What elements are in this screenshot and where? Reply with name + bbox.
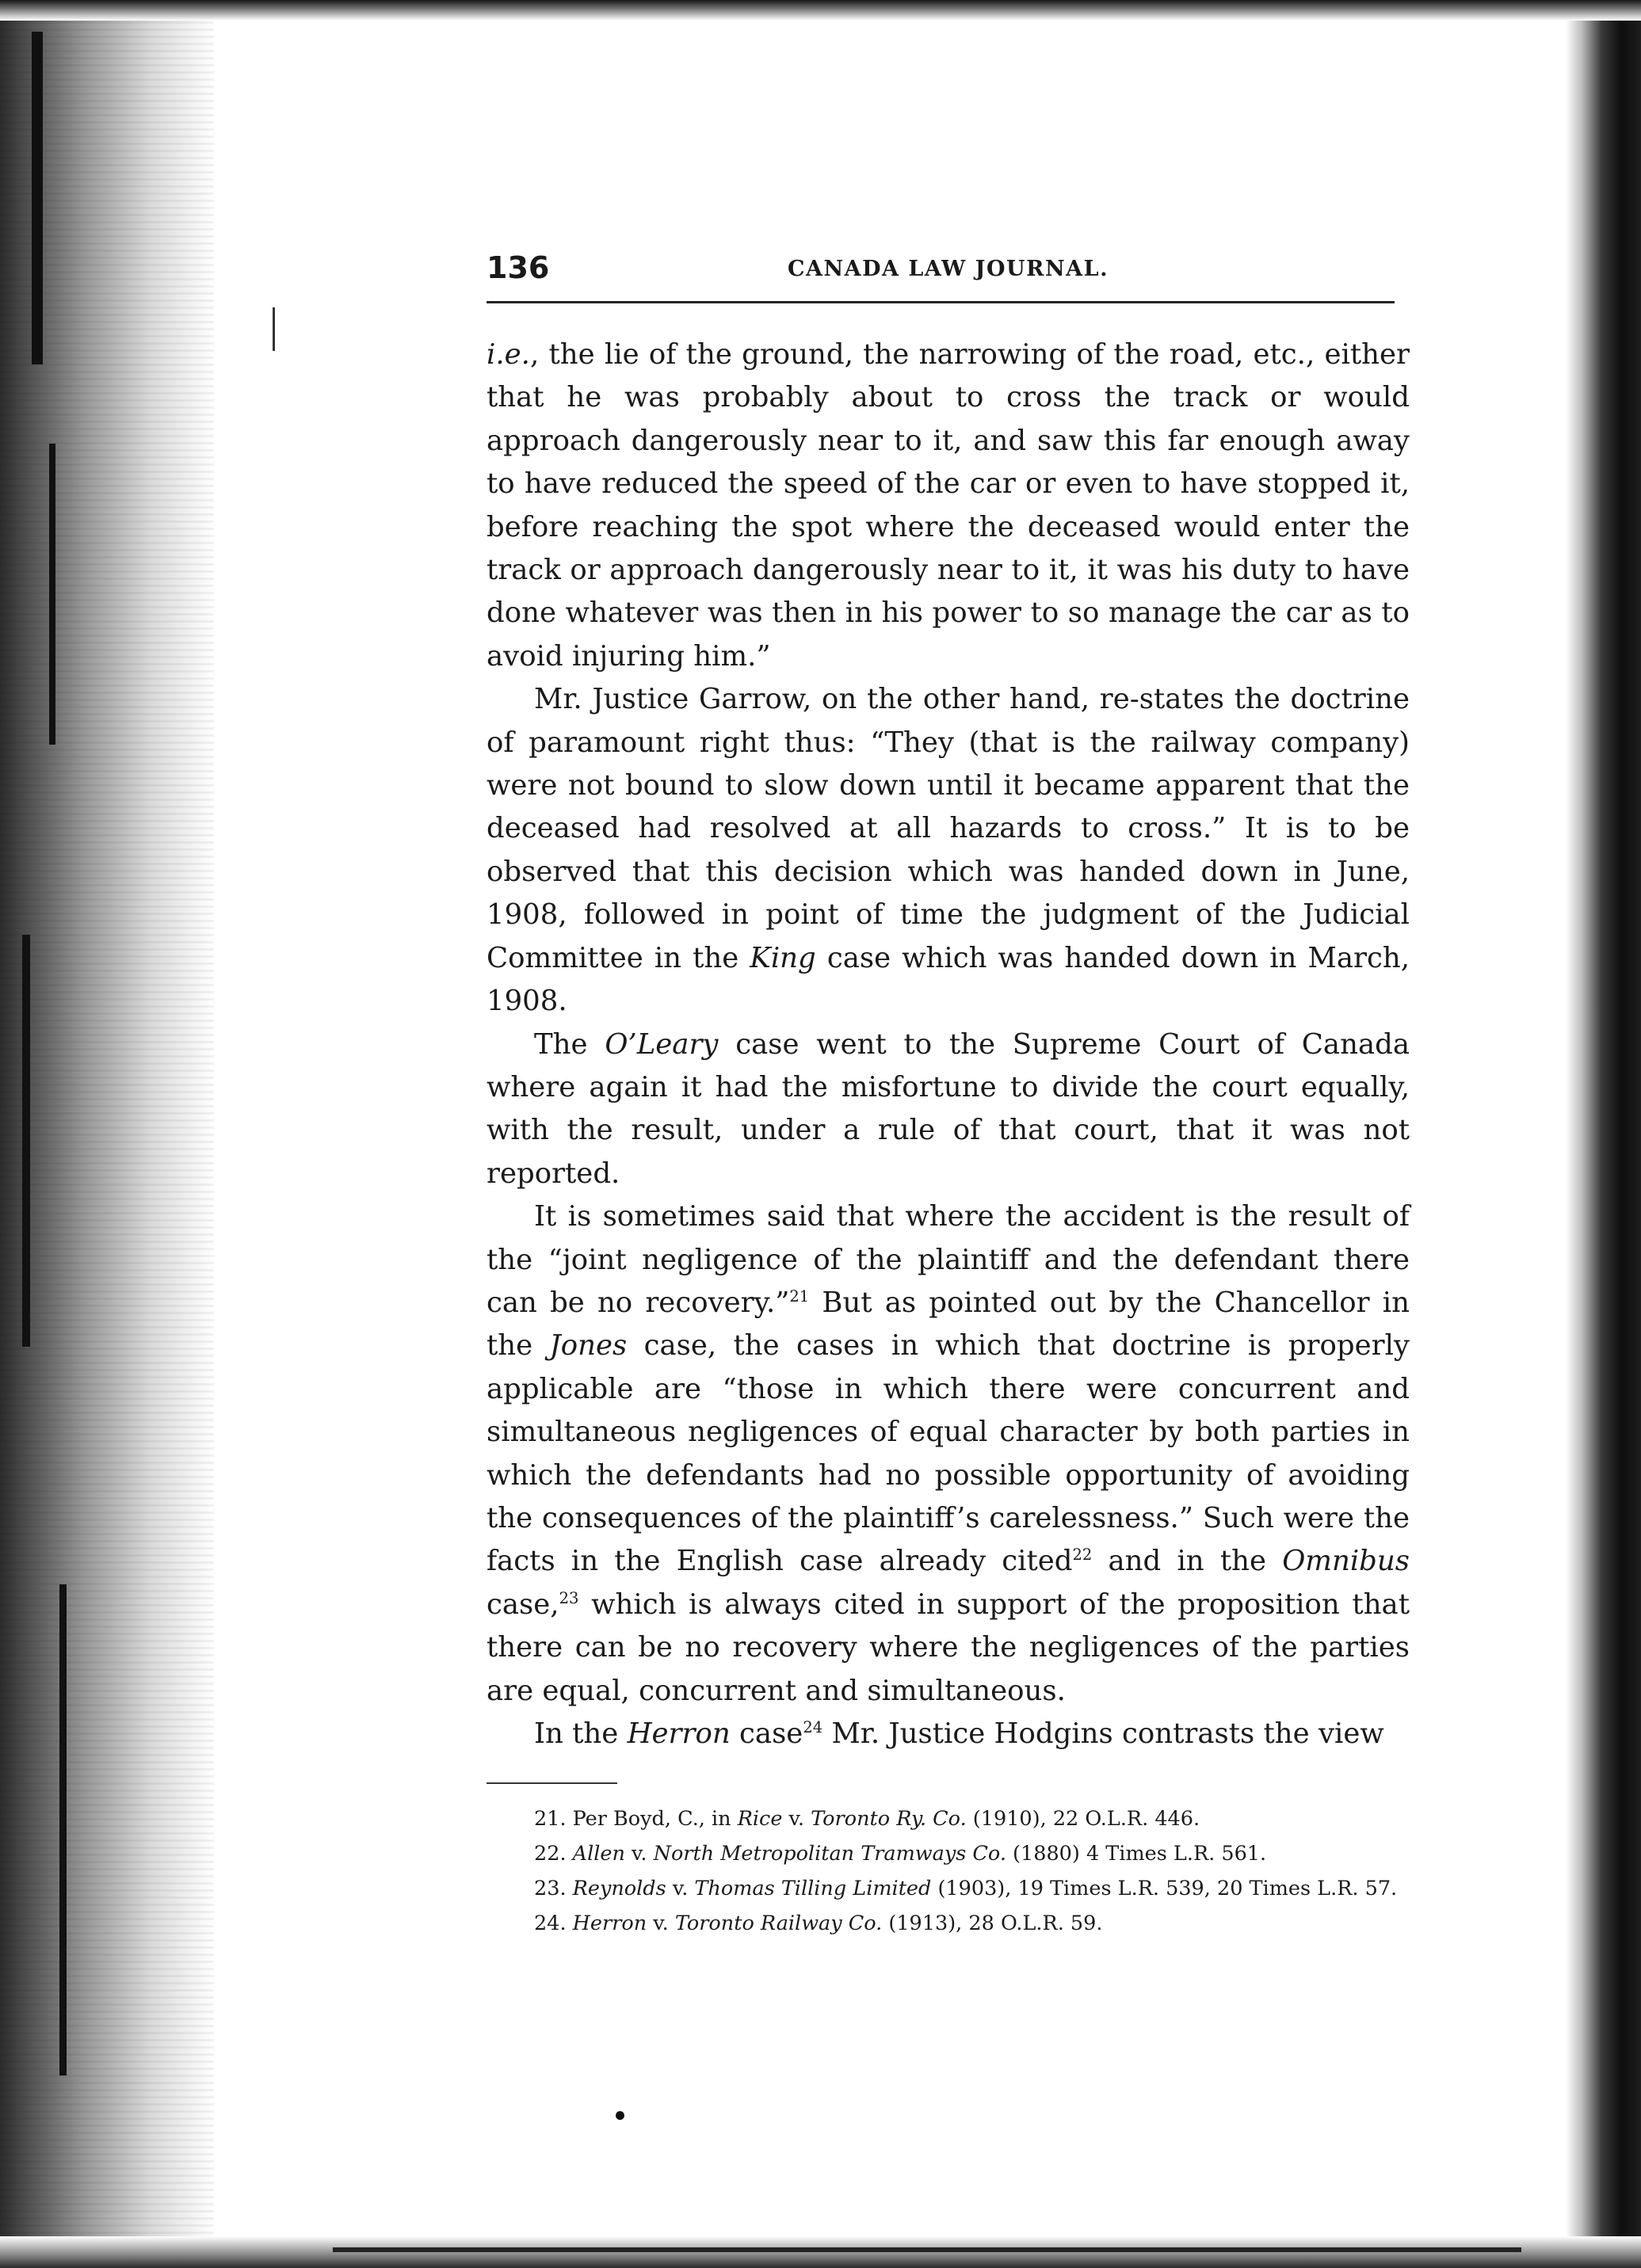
footnote-separator <box>487 1782 617 1784</box>
paragraph: i.e., the lie of the ground, the narrowing of the road, etc., either that he was probably about to cross the track or would approach dangerously near to it, and saw this far enough away to have reduced the speed of the car or even to have stopped it, before reaching the spot where the deceased would enter the track or approach dangerously near to it, it was his duty to have done whatever was then in his power to so manage the car as to avoid injuring him.” <box>487 338 1410 673</box>
scan-edge-bottom <box>0 2236 1641 2268</box>
footnote: 21. Per Boyd, C., in Rice v. Toronto Ry. Co. (1910), 22 O.L.R. 446. <box>534 1807 1200 1832</box>
scan-edge-top <box>0 0 1641 21</box>
scan-edge-right <box>1566 0 1641 2268</box>
body-text <box>487 334 1410 1755</box>
footnote: 24. Herron v. Toronto Railway Co. (1913), 28 O.L.R. 59. <box>534 1912 1103 1936</box>
page-number: 136 <box>487 250 550 285</box>
page-header <box>487 250 1410 296</box>
scan-streak <box>32 32 43 364</box>
ink-dot <box>616 2111 624 2120</box>
scan-edge-left <box>0 0 214 2268</box>
scan-streak <box>59 1584 67 2076</box>
paragraph: The O’Leary case went to the Supreme Court of Canada where again it had the misfortune to divide the court equally, with the result, under a rule of that court, that it was not reported. <box>487 1027 1410 1190</box>
bottom-rule <box>333 2247 1521 2252</box>
header-rule <box>487 301 1395 303</box>
page <box>487 250 1410 1941</box>
scan-streak <box>22 935 30 1347</box>
paragraph: It is sometimes said that where the accident is the result of the “joint negligence of the plaintiff and the defendant there can be no recovery.”$^{21}$ But as pointed out by the Chancellor in the Jones case, the cases in which that doctrine is properly applicable are “those in which there were concurrent and simultaneous negligences of equal character by both parties in which the defendants had no possible opportunity of avoiding the consequences of the plaintiff’s carelessness.” Such were the facts in the English case already cited$^{22}$ and in the Omnibus case,$^{23}$ which is always cited in support of the proposition that there can be no recovery where the negligences of the parties are equal, concurrent and simultaneous. <box>487 1200 1410 1707</box>
scan-streak <box>49 444 55 745</box>
running-title: CANADA LAW JOURNAL. <box>788 257 1109 281</box>
paragraph: Mr. Justice Garrow, on the other hand, re-states the doctrine of paramount right thus: “They (that is the railway company) were not bound to slow down until it became apparent that the deceased had resolved at all hazards to cross.” It is to be observed that this decision which was handed down in June, 1908, followed in point of time the judgment of the Judicial Committee in the King case which was handed down in March, 1908. <box>487 683 1410 1018</box>
paragraph: In the Herron case$^{24}$ Mr. Justice Hodgins contrasts the view <box>534 1717 1384 1750</box>
footnote: 22. Allen v. North Metropolitan Tramways Co. (1880) 4 Times L.R. 561. <box>534 1842 1267 1866</box>
margin-mark <box>273 307 275 351</box>
footnote: 23. Reynolds v. Thomas Tilling Limited (1903), 19 Times L.R. 539, 20 Times L.R. 57. <box>534 1877 1398 1901</box>
footnotes <box>487 1801 1410 1941</box>
